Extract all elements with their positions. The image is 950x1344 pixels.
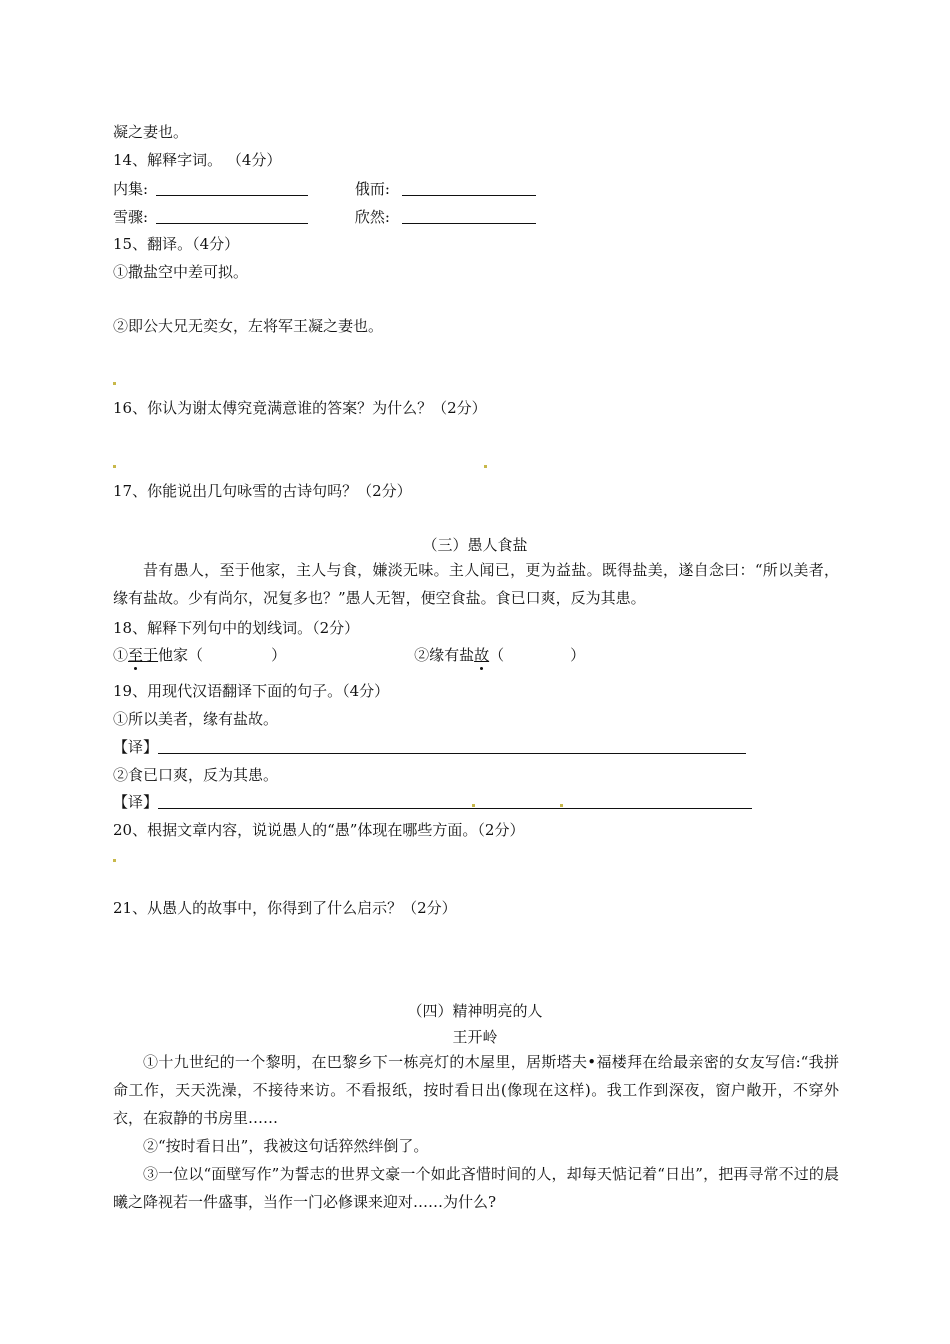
stray-mark — [113, 382, 116, 385]
question-15: 15、翻译。（4分） — [113, 235, 240, 253]
answer-blank[interactable] — [158, 793, 752, 809]
item-text: 他家（ — [158, 646, 204, 664]
question-21: 21、从愚人的故事中，你得到了什么启示？（2分） — [113, 899, 457, 917]
translate-item-1: ①撒盐空中差可拟。 — [113, 263, 249, 281]
question-20: 20、根据文章内容，说说愚人的“愚”体现在哪些方面。（2分） — [113, 821, 525, 839]
stray-mark — [113, 465, 116, 468]
question-16: 16、你认为谢太傅究竟满意谁的答案？为什么？（2分） — [113, 399, 487, 417]
section-3-title: （三）愚人食盐 — [422, 536, 528, 554]
answer-blank[interactable] — [402, 180, 536, 196]
word-label: 欣然: — [354, 208, 390, 226]
question-18: 18、解释下列句中的划线词。（2分） — [113, 619, 360, 637]
question-18-items — [113, 645, 585, 665]
answer-blank[interactable] — [156, 180, 308, 196]
item-number: ① — [113, 646, 129, 664]
question-14: 14、解释字词。 （4分） — [113, 151, 282, 169]
word-label: 俄而: — [354, 180, 390, 198]
word-label: 雪骤: — [113, 208, 149, 226]
answer-blank[interactable] — [158, 738, 746, 754]
stray-mark — [472, 804, 475, 807]
underlined-word: 至 — [128, 646, 144, 664]
word-label: 内集: — [113, 180, 149, 198]
question-19-item-1: ①所以美者，缘有盐故。 — [113, 710, 279, 728]
question-19: 19、用现代汉语翻译下面的句子。（4分） — [113, 682, 390, 700]
stray-mark — [560, 804, 563, 807]
translation-answer-line — [113, 737, 746, 757]
word-row-1 — [113, 179, 536, 199]
item-text: ） — [271, 646, 287, 664]
translation-label: 【译】 — [113, 738, 159, 756]
item-text: ②缘有盐 — [414, 646, 475, 664]
translation-answer-line — [113, 792, 752, 812]
translation-label: 【译】 — [113, 793, 159, 811]
underlined-word: 于 — [143, 646, 159, 664]
section-4-author: 王开岭 — [452, 1028, 498, 1046]
section-4-title: （四）精神明亮的人 — [407, 1002, 543, 1020]
translate-item-2: ②即公大兄无奕女，左将军王凝之妻也。 — [113, 317, 384, 335]
section-3-passage: 昔有愚人，至于他家，主人与食，嫌淡无味。主人闻已，更为益盐。既得盐美，遂自念曰：“所以美者，缘有盐故。少有尚尔，况复多也？”愚人无智，便空食盐。食已口爽，反为其患。 — [113, 561, 839, 607]
question-19-item-2: ②食已口爽，反为其患。 — [113, 766, 279, 784]
stray-mark — [484, 465, 487, 468]
question-17: 17、你能说出几句咏雪的古诗句吗？（2分） — [113, 482, 412, 500]
item-text: ） — [570, 646, 586, 664]
text-line: 凝之妻也。 — [113, 123, 189, 141]
stray-mark — [113, 859, 116, 862]
word-row-2 — [113, 207, 536, 227]
answer-blank[interactable] — [402, 208, 536, 224]
answer-blank[interactable] — [156, 208, 308, 224]
paragraph-2: ②“按时看日出”，我被这句话猝然绊倒了。 — [143, 1137, 429, 1155]
paragraph-1: ①十九世纪的一个黎明，在巴黎乡下一栋亮灯的木屋里，居斯塔夫•福楼拜在给最亲密的女友写信:“我拼命工作，天天洗澡，不接待来访。不看报纸，按时看日出(像现在这样)。我工作到深夜，窗户敞开，不穿外衣，在寂静的书房里…… — [113, 1053, 839, 1127]
paragraph-3: ③一位以“面壁写作”为誓志的世界文豪一个如此吝惜时间的人，却每天惦记着“日出”，把再寻常不过的晨曦之降视若一件盛事，当作一门必修课来迎对……为什么? — [113, 1165, 839, 1211]
item-text: （ — [489, 646, 505, 664]
underlined-word: 故 — [474, 646, 490, 664]
